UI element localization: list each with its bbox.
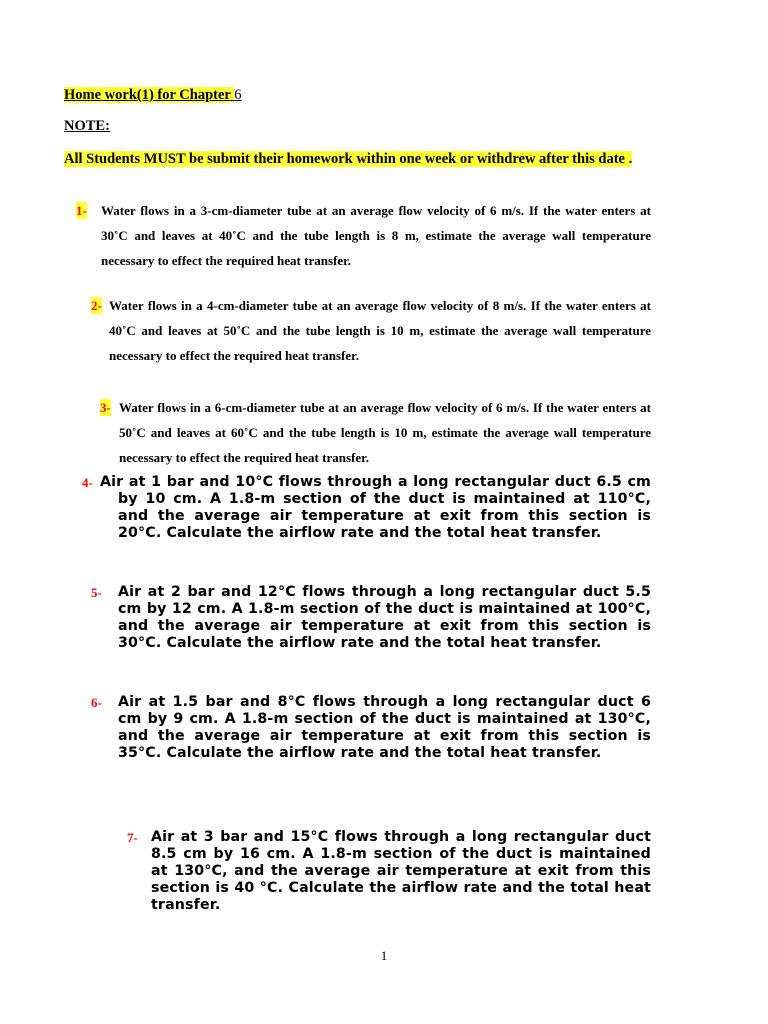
submission-notice: [64, 149, 644, 170]
problem-2-number: 2-: [91, 298, 102, 313]
problem-3-number: 3-: [100, 400, 111, 415]
notice-text: All Students MUST be submit their homework within one week or withdrew after this date .: [64, 151, 633, 167]
problem-2-text: Water flows in a 4-cm-diameter tube at an average flow velocity of 8 m/s. If the water enters at 40˚C and leaves at 50˚C and the tube length is 10 m, estimate the average wall temperature necessary to effect the required heat transfer.: [109, 298, 651, 363]
note-label: NOTE:: [64, 118, 110, 134]
problem-6-number: 6-: [91, 695, 102, 710]
page-number: 1: [380, 948, 388, 963]
problem-4-body: Air at 1 bar and 10°C flows through a long rectangular duct 6.5 cm by 10 cm. A 1.8-m section of the duct is maintained at 110°C, and the average air temperature at exit from this section is 20°C. Calculate the airflow rate and the total heat transfer.: [100, 474, 651, 541]
problem-4-number: 4-: [82, 475, 93, 490]
problem-7-number: 7-: [127, 830, 138, 845]
problem-5: [91, 584, 651, 674]
problem-2: [91, 293, 651, 368]
problem-6: [91, 694, 651, 784]
problem-4: [82, 474, 651, 564]
chapter-number: 6: [234, 87, 242, 103]
problem-4-text: [100, 474, 651, 542]
title-text: Home work(1) for Chapter: [64, 87, 235, 103]
problem-6-text: Air at 1.5 bar and 8°C flows through a long rectangular duct 6 cm by 9 cm. A 1.8-m section of the duct is maintained at 130°C, and the average air temperature at exit from this section is 35°C. Calculate the airflow rate and the total heat transfer.: [118, 694, 651, 761]
problem-7-text: Air at 3 bar and 15°C flows through a long rectangular duct 8.5 cm by 16 cm. A 1.8-m section of the duct is maintained at 130°C, and the average air temperature at exit from this section is 40 °C. Calculate the airflow rate and the total heat transfer.: [151, 829, 651, 913]
problem-3-text: Water flows in a 6-cm-diameter tube at an average flow velocity of 6 m/s. If the water enters at 50˚C and leaves at 60˚C and the tube length is 10 m, estimate the average wall temperature necessary to effect the required heat transfer.: [119, 400, 651, 465]
problem-5-text: Air at 2 bar and 12°C flows through a long rectangular duct 5.5 cm by 12 cm. A 1.8-m section of the duct is maintained at 100°C, and the average air temperature at exit from this section is 30°C. Calculate the airflow rate and the total heat transfer.: [118, 584, 651, 651]
problem-3: [100, 395, 651, 470]
problem-1: [76, 198, 651, 273]
problem-5-number: 5-: [91, 585, 102, 600]
problem-1-text: Water flows in a 3-cm-diameter tube at an average flow velocity of 6 m/s. If the water enters at 30˚C and leaves at 40˚C and the tube length is 8 m, estimate the average wall temperature necessary to effect the required heat transfer.: [101, 203, 651, 268]
problem-1-number: 1-: [76, 203, 87, 218]
problem-7: [127, 829, 651, 919]
homework-title: [64, 87, 241, 104]
